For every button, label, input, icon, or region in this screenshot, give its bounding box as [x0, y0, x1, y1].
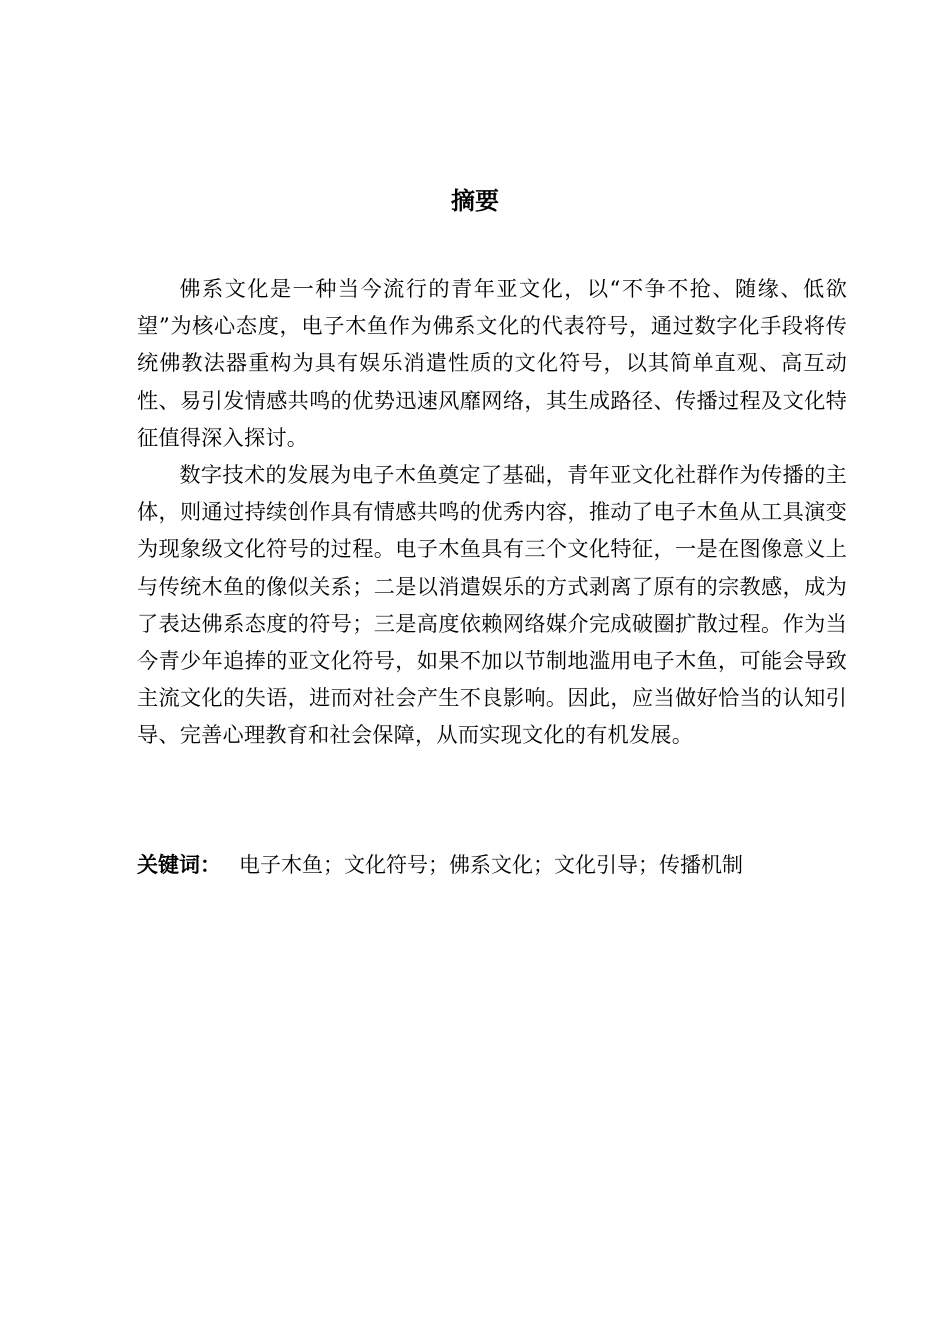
keywords-line	[137, 848, 847, 882]
keywords-label: 关键词：	[137, 853, 221, 877]
keywords-value: 电子木鱼；文化符号；佛系文化；文化引导；传播机制	[239, 853, 743, 877]
abstract-paragraph-2: 数字技术的发展为电子木鱼奠定了基础，青年亚文化社群作为传播的主体，则通过持续创作具有情感共鸣的优秀内容，推动了电子木鱼从工具演变为现象级文化符号的过程。电子木鱼具有三个文化特征，一是在图像意义上与传统木鱼的像似关系；二是以消遣娱乐的方式剥离了原有的宗教感，成为了表达佛系态度的符号；三是高度依赖网络媒介完成破圈扩散过程。作为当今青少年追捧的亚文化符号，如果不加以节制地滥用电子木鱼，可能会导致主流文化的失语，进而对社会产生不良影响。因此，应当做好恰当的认知引导、完善心理教育和社会保障，从而实现文化的有机发展。	[137, 462, 847, 748]
abstract-body	[137, 270, 847, 754]
abstract-paragraph-1: 佛系文化是一种当今流行的青年亚文化，以“不争不抢、随缘、低欲望”为核心态度，电子木鱼作为佛系文化的代表符号，通过数字化手段将传统佛教法器重构为具有娱乐消遣性质的文化符号，以其简单直观、高互动性、易引发情感共鸣的优势迅速风靡网络，其生成路径、传播过程及文化特征值得深入探讨。	[137, 276, 847, 450]
abstract-title: 摘要	[451, 187, 499, 215]
